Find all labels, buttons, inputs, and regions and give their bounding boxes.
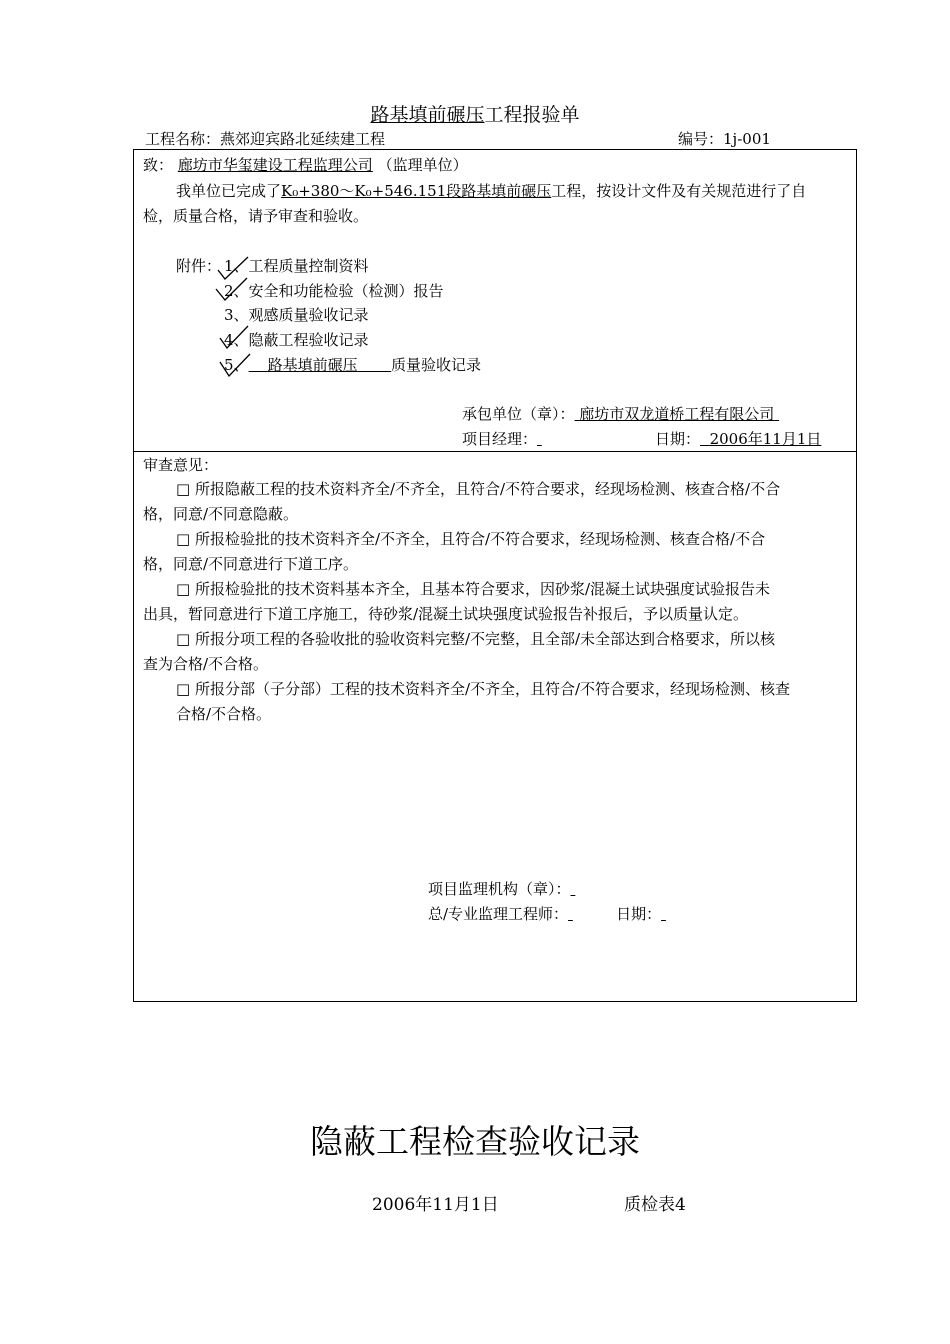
body-line-2: 检，质量合格，请予审查和验收。 [143, 207, 369, 225]
review-item-2: □ 所报检验批的技术资料齐全/不齐全，且符合/不符合要求，经现场检测、核查合格/不合 [176, 530, 766, 548]
engineer-line [428, 903, 709, 924]
review-item-4-cont: 查为合格/不合格。 [143, 655, 269, 673]
serial-number [678, 128, 771, 149]
review-item-1-cont: 格，同意/不同意隐蔽。 [143, 505, 299, 523]
review-date-blank [661, 905, 709, 923]
check-mark-icon [218, 324, 252, 350]
attachment-5-suffix: 质量验收记录 [391, 356, 482, 374]
pm-label: 项目经理： [462, 430, 538, 448]
attachment-2: 2、安全和功能检验（检测）报告 [224, 282, 444, 300]
review-item-5: □ 所报分部（子分部）工程的技术资料齐全/不齐全，且符合/不符合要求，经现场检测、核查 [176, 680, 791, 698]
review-date-label: 日期： [616, 905, 662, 923]
date-label: 日期： [655, 430, 701, 448]
supervisor-company: 廊坊市华玺建设工程监理公司 [177, 156, 373, 174]
review-item-3: □ 所报检验批的技术资料基本齐全，且基本符合要求，因砂浆/混凝土试块强度试验报告未 [176, 580, 770, 598]
report-title-suffix: 工程报验单 [484, 104, 580, 126]
pm-blank [537, 430, 655, 448]
project-label: 工程名称： [145, 130, 221, 148]
body-line-1 [176, 180, 806, 201]
attachment-3: 3、观感质量验收记录 [224, 306, 369, 324]
supervisor-unit: （监理单位） [377, 156, 468, 174]
engineer-label: 总/专业监理工程师： [428, 905, 569, 923]
section-range: K₀+380～K₀+546.151段路基填前碾压 [281, 182, 552, 200]
code-label: 编号： [678, 130, 724, 148]
project-name-line [145, 128, 385, 149]
body-intro: 我单位已完成了 [176, 182, 282, 200]
report-title [0, 100, 950, 127]
review-label: 审查意见： [143, 456, 219, 474]
check-mark-icon [214, 276, 248, 302]
project-name: 燕郊迎宾路北延续建工程 [220, 130, 386, 148]
manager-date-line [462, 428, 821, 449]
review-item-3-cont: 出具，暂同意进行下道工序施工，待砂浆/混凝土试块强度试验报告补报后，予以质量认定。 [143, 605, 749, 623]
date-value: 2006年11月1日 [709, 430, 822, 448]
org-label: 项目监理机构（章）： [428, 880, 571, 898]
check-mark-icon [218, 352, 252, 378]
to-label: 致： [143, 156, 174, 174]
contractor-name: 廊坊市双龙道桥工程有限公司 [579, 405, 775, 423]
attachment-4: 4、隐蔽工程验收记录 [224, 331, 369, 349]
review-item-4: □ 所报分项工程的各验收批的验收资料完整/不完整，且全部/未全部达到合格要求，所以核 [176, 630, 776, 648]
attachment-1: 1、工程质量控制资料 [224, 257, 369, 275]
attachment-5-item: 路基填前碾压 [267, 356, 358, 374]
body-rest: 工程，按设计文件及有关规范进行了自 [551, 182, 807, 200]
engineer-blank [568, 905, 616, 923]
record-form-number: 质检表4 [624, 1195, 686, 1215]
report-title-project: 路基填前碾压 [370, 104, 485, 126]
review-item-5-cont: 合格/不合格。 [176, 705, 272, 723]
attachments-label: 附件： [176, 257, 222, 275]
review-item-2-cont: 格，同意/不同意进行下道工序。 [143, 555, 359, 573]
supervision-org-line [428, 878, 689, 899]
record-date: 2006年11月1日 [372, 1195, 499, 1215]
attachment-5-num: 5、 [224, 356, 249, 374]
org-blank [571, 880, 689, 898]
contractor-label: 承包单位（章）： [462, 405, 575, 423]
contractor-line [462, 403, 779, 424]
review-item-1: □ 所报隐蔽工程的技术资料齐全/不齐全，且符合/不符合要求，经现场检测、核查合格/不合 [176, 480, 781, 498]
addressee-line [143, 154, 468, 175]
code-value: 1j-001 [723, 130, 771, 148]
record-title: 隐蔽工程检查验收记录 [310, 1122, 640, 1161]
attachment-5 [224, 354, 481, 375]
